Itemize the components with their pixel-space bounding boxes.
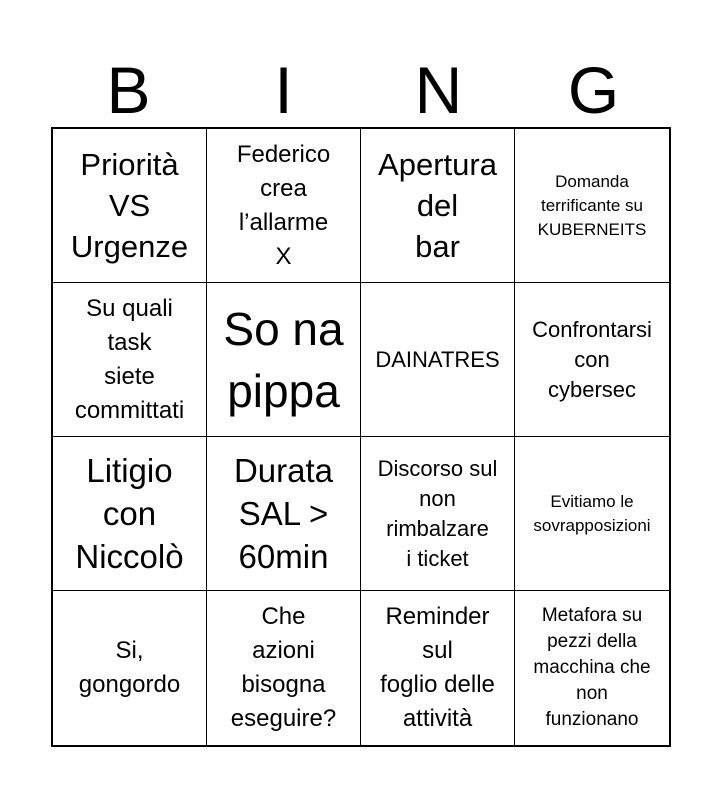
- bingo-cell-r3c2[interactable]: Durata SAL > 60min: [207, 437, 361, 591]
- bingo-cell-r4c1[interactable]: Si, gongordo: [53, 591, 207, 745]
- bingo-cell-r1c1[interactable]: Priorità VS Urgenze: [53, 129, 207, 283]
- header-letter-n: N: [414, 53, 463, 127]
- bingo-cell-r4c4[interactable]: Metafora su pezzi della macchina che non funzionano: [533, 605, 651, 730]
- header-letter-i: I: [274, 53, 293, 127]
- bingo-cell-r1c2[interactable]: Federico crea l’allarme X: [207, 129, 361, 283]
- bingo-cell-r3c3[interactable]: Discorso sul non rimbalzare i ticket: [361, 437, 515, 591]
- bingo-cell-r2c1[interactable]: Su quali task siete committati: [53, 283, 207, 437]
- bingo-cell-r1c4[interactable]: Domanda terrificante su KUBERNEITS: [515, 129, 669, 283]
- bingo-cell-r2c4[interactable]: Confrontarsi con cybersec: [515, 283, 669, 437]
- header-letter-b: B: [106, 53, 151, 127]
- bingo-cell-r4c2[interactable]: Che azioni bisogna eseguire?: [207, 591, 361, 745]
- bingo-header: [51, 52, 671, 128]
- bingo-cell-r1c3[interactable]: Apertura del bar: [361, 129, 515, 283]
- bingo-cell-r2c3[interactable]: DAINATRES: [361, 283, 515, 437]
- bingo-cell-r4c3[interactable]: Reminder sul foglio delle attività: [361, 591, 515, 745]
- bingo-grid: [51, 127, 671, 747]
- bingo-cell-r3c4[interactable]: Evitiamo le sovrapposizioni: [515, 437, 669, 591]
- bingo-cell-r3c1[interactable]: Litigio con Niccolò: [53, 437, 207, 591]
- header-letter-g: G: [567, 53, 620, 127]
- bingo-cell-r2c2[interactable]: So na pippa: [207, 283, 361, 437]
